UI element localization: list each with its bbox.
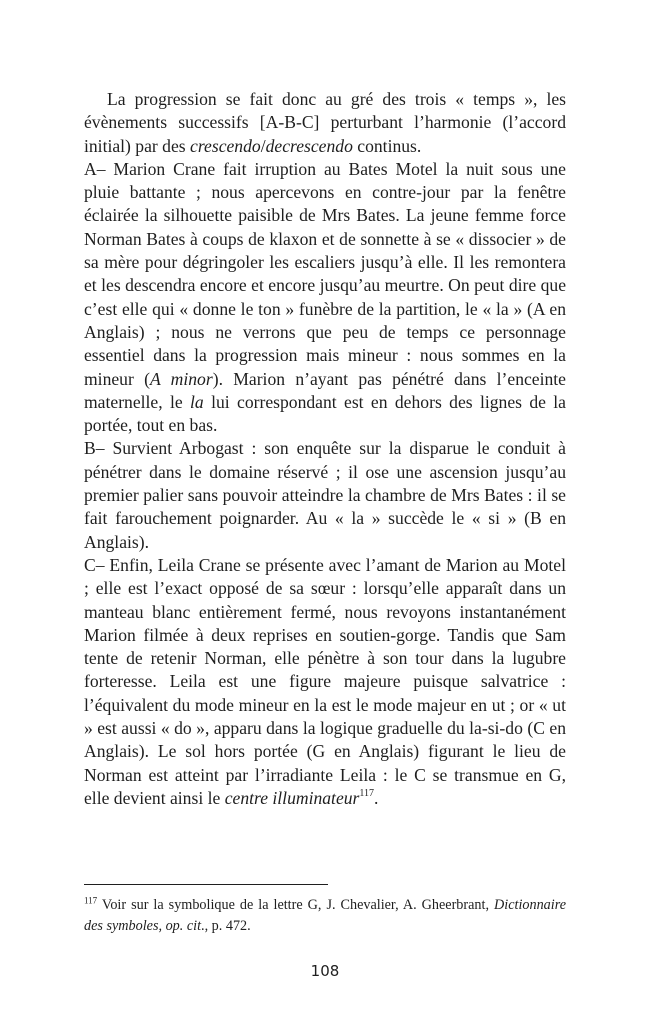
text-run: ). Marion n’ayant pas pénétré dans l’enceinte maternelle, le [84, 368, 566, 412]
page-number: 108 [310, 962, 340, 980]
text-run: C– Enfin, Leila Crane se présente avec l’amant de Marion au Motel ; elle est l’exact opposé de sa sœur : lorsqu’elle apparaît dans un manteau blanc entièrement fermé, nous revoyons instantanément Marion filmée à deux reprises en soutien-gorge. Tandis que Sam tente de retenir Norman, elle pénètre à son tour dans la lugubre forteresse. Leila est une figure majeure puisque salvatrice : l’équivalent du mode mineur en la est le mode majeur en ut ; or « ut » est aussi « do », apparu dans la logique graduelle du la-si-do (C en Anglais). Le sol hors portée (G en Anglais) figurant le lieu de Norman est atteint par l’irradiante Leila : le C se transmue en G, elle devient ainsi le [84, 554, 566, 808]
footnote-ref: 117 [84, 895, 98, 906]
paragraph-b [84, 437, 566, 553]
paragraph-a [84, 158, 566, 438]
text-run: A– Marion Crane fait irruption au Bates Motel la nuit sous une pluie battante ; nous apercevons en contre-jour par la fenêtre éclairée la silhouette paisible de Mrs Bates. La jeune femme force Norman Bates à coups de klaxon et de sonnette à se « dissocier » de sa mère pour dégringoler les escaliers jusqu’à elle. Il les remontera et les descendra encore et encore jusqu’au meurtre. On peut dire que c’est elle qui « donne le ton » funèbre de la partition, le « la » (A en Anglais) ; nous ne verrons que peu de temps ce personnage essentiel dans la progression mais mineur : nous sommes en la mineur ( [84, 158, 566, 389]
footnote-separator [84, 884, 328, 885]
text-run: . [374, 787, 379, 808]
footnote [84, 895, 566, 937]
paragraph-c [84, 554, 566, 810]
text-run: / [260, 135, 266, 156]
page-body [84, 88, 566, 810]
italic-run: decrescendo [265, 135, 353, 156]
text-run: continus. [352, 135, 422, 156]
italic-run: A minor [149, 368, 213, 389]
italic-run: centre illuminateur [224, 787, 360, 808]
italic-run: la [190, 391, 204, 412]
italic-run: crescendo [190, 135, 261, 156]
footnote-ref: 117 [359, 788, 375, 800]
text-run: ., p. 472. [201, 918, 251, 934]
paragraph-intro [84, 88, 566, 158]
text-run: lui correspondant est en dehors des lignes de la portée, tout en bas. [84, 391, 566, 436]
text-run: Voir sur la symbolique de la lettre G, J. Chevalier, A. Gheerbrant, [97, 897, 495, 913]
text-run: La progression se fait donc au gré des trois « temps », les évènements successifs [A-B-C] perturbant l’harmonie (l’accord initial) par des [84, 89, 566, 156]
italic-run: Dictionnaire des symboles, op. cit [84, 897, 566, 934]
body-text [84, 88, 566, 810]
text-run: B– Survient Arbogast : son enquête sur la disparue le conduit à pénétrer dans le domaine réservé ; il ose une ascension jusqu’au premier palier sans pouvoir atteindre la chambre de Mrs Bates : il se fait farouchement poignarder. Au « la » succède le « si » (B en Anglais). [84, 438, 566, 552]
